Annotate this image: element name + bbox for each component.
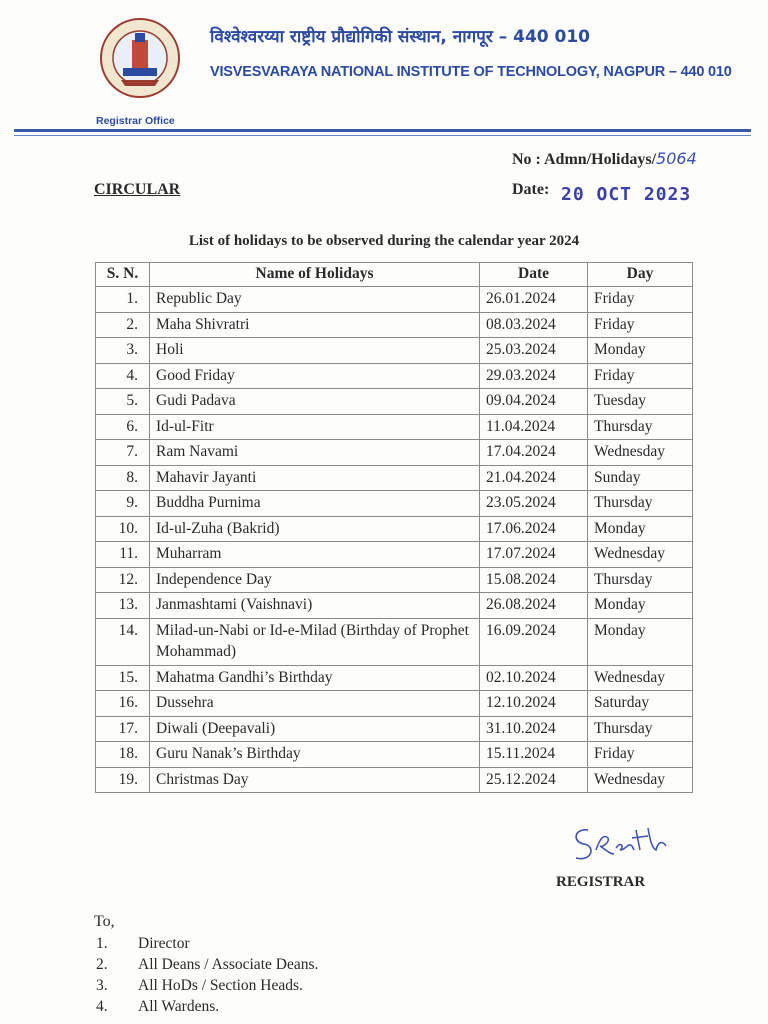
cell-day: Friday [588,742,693,768]
recipient-name: All HoDs / Section Heads. [138,977,303,994]
list-item [96,935,318,956]
reference-label: No : Admn/Holidays/ [512,151,657,168]
cell-day: Friday [588,312,693,338]
cell-holiday-name: Mahatma Gandhi’s Birthday [150,665,480,691]
cell-date: 15.08.2024 [480,567,588,593]
cell-sn: 5. [96,389,150,415]
circular-heading: CIRCULAR [94,181,181,198]
institute-name-english: VISVESVARAYA NATIONAL INSTITUTE OF TECHNOLOGY, NAGPUR – 440 010 [210,64,732,80]
holidays-table [95,262,693,793]
cell-holiday-name: Buddha Purnima [150,491,480,517]
cell-date: 09.04.2024 [480,389,588,415]
cell-date: 25.03.2024 [480,338,588,364]
cell-sn: 13. [96,593,150,619]
recipient-name: All Wardens. [138,998,220,1015]
cell-day: Thursday [588,716,693,742]
header-sn: S. N. [96,263,150,287]
cell-date: 17.06.2024 [480,516,588,542]
registrar-title: REGISTRAR [556,874,646,890]
cell-holiday-name: Independence Day [150,567,480,593]
reference-handwritten-number: 5064 [656,149,697,168]
cell-day: Wednesday [588,440,693,466]
cell-sn: 7. [96,440,150,466]
cell-day: Monday [588,338,693,364]
cell-sn: 3. [96,338,150,364]
cell-holiday-name: Janmashtami (Vaishnavi) [150,593,480,619]
table-row [96,440,693,466]
list-item [96,998,318,1019]
cell-holiday-name: Maha Shivratri [150,312,480,338]
cell-day: Wednesday [588,542,693,568]
table-header-row [96,263,693,287]
table-row [96,618,693,665]
list-title: List of holidays to be observed during the calendar year 2024 [188,233,580,249]
date-stamp: 20 OCT 2023 [561,184,692,205]
recipient-number: 1. [96,935,108,952]
cell-sn: 16. [96,691,150,717]
cell-date: 25.12.2024 [480,767,588,793]
header-day: Day [588,263,693,287]
header-rule-thin [14,135,751,136]
table-row [96,742,693,768]
table-row [96,312,693,338]
cell-date: 02.10.2024 [480,665,588,691]
header-date: Date [480,263,588,287]
cell-sn: 8. [96,465,150,491]
cell-holiday-name: Milad-un-Nabi or Id-e-Milad (Birthday of Prophet Mohammad) [150,618,480,665]
cell-day: Sunday [588,465,693,491]
registrar-office-label: Registrar Office [96,115,175,127]
cell-holiday-name: Christmas Day [150,767,480,793]
cell-sn: 19. [96,767,150,793]
cell-sn: 2. [96,312,150,338]
table-row [96,465,693,491]
recipient-name: All Deans / Associate Deans. [138,956,319,973]
cell-holiday-name: Republic Day [150,287,480,313]
cell-sn: 11. [96,542,150,568]
cell-date: 15.11.2024 [480,742,588,768]
cell-holiday-name: Holi [150,338,480,364]
cell-day: Monday [588,618,693,665]
cell-holiday-name: Id-ul-Zuha (Bakrid) [150,516,480,542]
table-row [96,363,693,389]
table-row [96,767,693,793]
cell-holiday-name: Mahavir Jayanti [150,465,480,491]
table-row [96,567,693,593]
date-label: Date: [512,181,550,198]
table-row [96,287,693,313]
cell-day: Saturday [588,691,693,717]
cell-date: 29.03.2024 [480,363,588,389]
table-row [96,593,693,619]
cell-date: 26.01.2024 [480,287,588,313]
cell-date: 11.04.2024 [480,414,588,440]
cell-day: Friday [588,287,693,313]
cell-sn: 18. [96,742,150,768]
cell-date: 31.10.2024 [480,716,588,742]
table-body [96,287,693,793]
table-row [96,691,693,717]
cell-date: 17.07.2024 [480,542,588,568]
cell-day: Thursday [588,414,693,440]
cell-sn: 1. [96,287,150,313]
cell-date: 21.04.2024 [480,465,588,491]
cell-date: 17.04.2024 [480,440,588,466]
cell-sn: 4. [96,363,150,389]
cell-day: Thursday [588,491,693,517]
cell-day: Wednesday [588,665,693,691]
cell-sn: 9. [96,491,150,517]
table-row [96,491,693,517]
cell-date: 26.08.2024 [480,593,588,619]
recipient-number: 2. [96,956,108,973]
cell-holiday-name: Id-ul-Fitr [150,414,480,440]
cell-day: Monday [588,516,693,542]
cell-holiday-name: Gudi Padava [150,389,480,415]
institute-name-hindi: विश्वेश्वरय्या राष्ट्रीय प्रौद्योगिकी संस्थान, नागपूर – 440 010 [210,27,591,47]
cell-date: 12.10.2024 [480,691,588,717]
cell-holiday-name: Ram Navami [150,440,480,466]
cell-date: 23.05.2024 [480,491,588,517]
cell-date: 16.09.2024 [480,618,588,665]
cell-sn: 10. [96,516,150,542]
table-row [96,389,693,415]
cell-day: Friday [588,363,693,389]
header-name: Name of Holidays [150,263,480,287]
cell-holiday-name: Good Friday [150,363,480,389]
cell-holiday-name: Dussehra [150,691,480,717]
header-rule [14,129,751,132]
cell-day: Wednesday [588,767,693,793]
recipient-number: 3. [96,977,108,994]
cell-holiday-name: Muharram [150,542,480,568]
list-item [96,977,318,998]
table-row [96,716,693,742]
cell-sn: 15. [96,665,150,691]
table-row [96,542,693,568]
cell-sn: 12. [96,567,150,593]
cell-day: Thursday [588,567,693,593]
recipient-number: 4. [96,998,108,1015]
recipient-name: Director [138,935,190,952]
list-item [96,956,318,977]
cell-day: Tuesday [588,389,693,415]
cell-day: Monday [588,593,693,619]
institute-logo [99,16,181,102]
to-label: To, [94,913,115,930]
cell-sn: 17. [96,716,150,742]
cell-holiday-name: Diwali (Deepavali) [150,716,480,742]
cell-holiday-name: Guru Nanak’s Birthday [150,742,480,768]
table-row [96,338,693,364]
table-row [96,665,693,691]
recipient-list [96,935,318,1019]
registrar-signature [570,820,682,870]
cell-date: 08.03.2024 [480,312,588,338]
cell-sn: 6. [96,414,150,440]
reference-number [512,149,697,169]
cell-sn: 14. [96,618,150,665]
table-row [96,516,693,542]
table-row [96,414,693,440]
